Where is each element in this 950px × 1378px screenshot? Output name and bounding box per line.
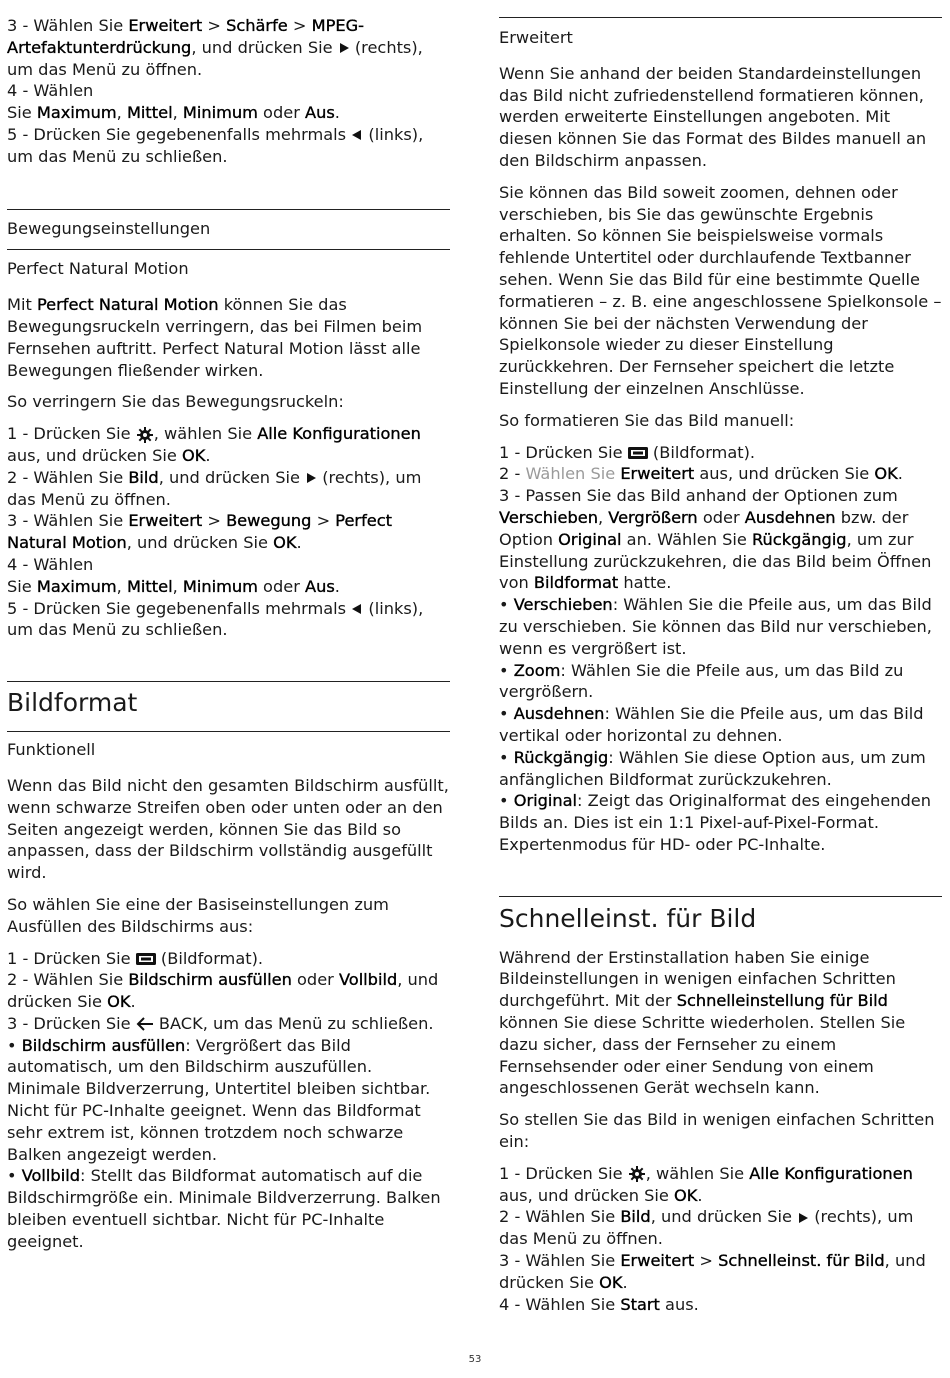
text: 5 - Drücken Sie gegebenenfalls mehrmals <box>7 598 352 618</box>
text: : Wählen Sie diese Option aus, um zum anfänglichen Bildformat zurückzukehren. <box>499 747 926 789</box>
text: aus, und drücken Sie <box>499 1185 674 1205</box>
text: 4 - Wählen <box>7 554 94 574</box>
menu-path-item: Bewegung <box>226 511 312 531</box>
text: (rechts), um das Menü zu öffnen. <box>7 37 423 79</box>
option-label: Verschieben <box>499 507 598 527</box>
menu-path-item: Erweitert <box>620 464 695 484</box>
text: . <box>296 533 302 553</box>
option-label: Bildschirm ausfüllen <box>128 970 292 990</box>
section-title: Bildformat <box>7 688 138 718</box>
option-label: Verschieben <box>513 595 613 615</box>
text: , <box>116 576 127 596</box>
subsection-heading: Perfect Natural Motion <box>7 259 189 279</box>
right-column <box>499 0 942 1315</box>
separator: > <box>287 16 312 35</box>
paragraph <box>499 947 942 1100</box>
text: . <box>334 576 340 596</box>
option-label: Bildformat <box>533 573 619 593</box>
text: • <box>499 660 514 680</box>
text: können Sie das Bewegungsruckeln verringern, das bei Filmen beim Fernsehen auftritt. Perfect Natural Motion lässt alle Bewegungen fließender wirken. <box>7 295 423 380</box>
steps <box>499 1163 942 1316</box>
text: aus, und drücken Sie <box>7 445 182 465</box>
menu-path-item: Schnelleinst. für Bild <box>718 1251 885 1271</box>
text: aus. <box>659 1294 699 1314</box>
picture-format-icon <box>628 446 648 460</box>
menu-path-item: Alle Konfigurationen <box>749 1163 913 1183</box>
menu-path-item: Erweitert <box>128 16 203 35</box>
key-label: OK <box>181 445 206 465</box>
menu-path-item: Start <box>620 1294 660 1314</box>
paragraph: Wenn Sie anhand der beiden Standardeinstellungen das Bild nicht zufriedenstellend formatieren können, werden erweiterte Einstellungen angeboten. Mit diesen können Sie das Format des Bildes manuell an den Bildschirm anpassen. <box>499 63 927 170</box>
text: : Wählen Sie die Pfeile aus, um das Bild zu verschieben. Sie können das Bild nur verschieben, wenn es vergrößert ist. <box>499 595 932 658</box>
left-column <box>7 0 450 1253</box>
text: , <box>172 103 183 123</box>
separator: > <box>311 511 336 531</box>
text: . <box>205 445 211 465</box>
option-label: Vollbild <box>21 1166 80 1186</box>
text: oder <box>257 576 305 596</box>
text: , <box>116 103 127 123</box>
option-label: Maximum <box>36 103 117 123</box>
subsection-heading: Funktionell <box>7 740 96 760</box>
text: . <box>697 1185 703 1205</box>
text: (rechts), um das Menü zu öffnen. <box>499 1207 914 1249</box>
text: 2 - Wählen Sie <box>7 970 129 990</box>
text: 3 - Drücken Sie <box>7 1013 136 1033</box>
text: , und drücken Sie <box>650 1207 798 1227</box>
key-label: OK <box>599 1272 623 1292</box>
option-label: Minimum <box>182 103 258 123</box>
text: bzw. der Option <box>499 507 909 549</box>
text: 4 - Wählen <box>7 81 94 101</box>
paragraph <box>7 294 450 381</box>
text: : Wählen Sie die Pfeile aus, um das Bild zu vergrößern. <box>499 660 904 702</box>
option-label: Vergrößern <box>608 507 698 527</box>
text: 4 - Wählen Sie <box>499 1294 621 1314</box>
text: . <box>130 992 136 1012</box>
menu-path-item: Erweitert <box>620 1251 695 1271</box>
option-label: Maximum <box>36 576 117 596</box>
text: , und drücken Sie <box>499 1251 926 1292</box>
steps <box>7 948 450 1253</box>
text: • <box>499 595 514 615</box>
text: , um zur Einstellung zurückzukehren, die das Bild beim Öffnen von <box>499 529 932 593</box>
option-label: Vollbild <box>338 970 398 990</box>
text: • <box>499 747 514 767</box>
option-label: Mittel <box>126 576 173 596</box>
section-heading: Bewegungseinstellungen <box>7 218 211 238</box>
text: 3 - Wählen Sie <box>499 1251 621 1271</box>
text: , und drücken Sie <box>7 970 439 1012</box>
text: (Bildformat). <box>647 442 756 462</box>
arrow-left-icon <box>351 129 363 141</box>
text: oder <box>697 507 745 527</box>
text: : Zeigt das Originalformat des eingehenden Bilds an. Dies ist ein 1:1 Pixel-auf-Pixel-Format. Expertenmodus für HD- oder PC-Inhalte. <box>499 791 931 854</box>
text: • <box>7 1035 22 1055</box>
text: , und drücken Sie <box>158 467 306 487</box>
text: Sie <box>7 576 37 596</box>
text: . <box>334 103 340 123</box>
text: 3 - Passen Sie das Bild anhand der Optionen zum <box>499 486 898 506</box>
text: , und drücken Sie <box>191 37 338 57</box>
menu-path-item: Alle Konfigurationen <box>257 424 421 444</box>
text: , und drücken Sie <box>126 533 274 553</box>
text: • <box>499 704 514 724</box>
text: . <box>622 1272 628 1292</box>
key-label: OK <box>107 992 131 1012</box>
text: Mit <box>7 295 37 315</box>
text: 2 - Wählen Sie <box>499 1207 621 1227</box>
text: 3 - Wählen Sie <box>7 511 129 531</box>
text: aus, und drücken Sie <box>694 464 875 484</box>
text: können Sie diese Schritte wiederholen. Stellen Sie dazu sicher, dass der Fernseher zu einem Fernsehsender oder einer Sendung von einem angeschlossenen Gerät wechseln kann. <box>499 1013 906 1098</box>
option-label: Rückgängig <box>513 747 609 767</box>
text: , <box>172 576 183 596</box>
back-arrow-icon <box>136 1017 154 1031</box>
gear-icon <box>628 1165 646 1183</box>
arrow-left-icon <box>351 603 363 615</box>
text: (links), um das Menü zu schließen. <box>7 598 424 640</box>
text: • <box>7 1166 22 1186</box>
text: , wählen Sie <box>153 424 258 444</box>
text: , wählen Sie <box>645 1163 750 1183</box>
arrow-right-icon <box>797 1212 809 1224</box>
option-label: Aus <box>305 576 335 596</box>
text: 1 - Drücken Sie <box>499 442 628 462</box>
key-label: OK <box>273 533 297 553</box>
text: : Vergrößert das Bild automatisch, um den Bildschirm auszufüllen. Minimale Bildverzerrung, Untertitel bleiben sichtbar. Nicht für PC-Inhalte geeignet. Wenn das Bildformat sehr extrem ist, können trotzdem noch schwarze Balken angezeigt werden. <box>7 1035 431 1164</box>
section-title: Schnelleinst. für Bild <box>499 903 757 933</box>
text: hatte. <box>618 573 672 593</box>
option-label: Bildschirm ausfüllen <box>21 1035 186 1055</box>
paragraph: So formatieren Sie das Bild manuell: <box>499 410 795 430</box>
menu-path-item: Bild <box>620 1207 651 1227</box>
text: 5 - Drücken Sie gegebenenfalls mehrmals <box>7 124 352 144</box>
arrow-right-icon <box>338 42 350 54</box>
text: 1 - Drücken Sie <box>499 1163 628 1183</box>
option-label: Aus <box>305 103 335 123</box>
option-label: Original <box>513 791 578 811</box>
text: (rechts), um das Menü zu öffnen. <box>7 467 422 509</box>
text: BACK, um das Menü zu schließen. <box>153 1013 434 1033</box>
picture-format-icon <box>136 952 156 966</box>
option-label: Original <box>558 529 622 549</box>
intro-steps <box>7 15 450 168</box>
option-label: Ausdehnen <box>513 704 605 724</box>
text: (links), um das Menü zu schließen. <box>7 124 424 166</box>
feature-name: Schnelleinstellung für Bild <box>676 991 888 1011</box>
menu-path-item: Erweitert <box>128 511 203 531</box>
text: • <box>499 791 514 811</box>
page-number: 53 <box>468 1354 482 1365</box>
text: Wählen Sie <box>525 464 621 484</box>
paragraph: Wenn das Bild nicht den gesamten Bildschirm ausfüllt, wenn schwarze Streifen oben oder unten oder an den Seiten angezeigt werden, können Sie das Bild so anpassen, dass der Bildschirm vollständig ausgefüllt wird. <box>7 775 449 883</box>
text: (Bildformat). <box>155 948 264 968</box>
text: : Wählen Sie die Pfeile aus, um das Bild vertikal oder horizontal zu dehnen. <box>499 704 924 745</box>
separator: > <box>202 511 227 531</box>
steps <box>499 442 942 856</box>
option-label: Minimum <box>182 576 258 596</box>
separator: > <box>694 1251 719 1271</box>
text: 1 - Drücken Sie <box>7 424 136 444</box>
separator: > <box>202 16 227 35</box>
text: 1 - Drücken Sie <box>7 948 136 968</box>
option-label: Zoom <box>513 660 561 680</box>
text: 2 - <box>499 464 526 484</box>
option-label: Mittel <box>126 103 173 123</box>
paragraph: So verringern Sie das Bewegungsruckeln: <box>7 392 344 412</box>
text: : Stellt das Bildformat automatisch auf die Bildschirmgröße ein. Minimale Bildverzerrung. Balken bleiben eventuell sichtbar. Nicht für PC-Inhalte geeignet. <box>7 1166 441 1251</box>
text: 3 - Wählen Sie <box>7 16 129 35</box>
text: oder <box>257 103 305 123</box>
text: oder <box>291 970 339 990</box>
text: Sie <box>7 103 37 123</box>
menu-path-item: Bild <box>128 467 159 487</box>
text: , <box>597 507 609 527</box>
text: Während der Erstinstallation haben Sie einige Bildeinstellungen in wenigen einfachen Schritten durchgeführt. Mit der <box>499 947 896 1011</box>
option-label: Rückgängig <box>752 529 847 549</box>
steps <box>7 423 450 641</box>
text: 2 - Wählen Sie <box>7 467 129 487</box>
menu-path-item: Schärfe <box>226 16 288 35</box>
paragraph: Sie können das Bild soweit zoomen, dehnen oder verschieben, bis Sie das gewünschte Ergebnis erhalten. So können Sie beispielsweise vormals fehlende Untertitel oder durchlaufende Textbanner sehen. Wenn Sie das Bild für eine bestimmte Quelle formatieren – z. B. eine angeschlossene Spielkonsole – können Sie bei der nächsten Verwendung der Spielkonsole wieder zu dieser Einstellung zurückkehren. Der Fernseher speichert die letzte Einstellung der einzelnen Anschlüsse. <box>499 182 942 398</box>
paragraph: So wählen Sie eine der Basiseinstellungen zum Ausfüllen des Bildschirms aus: <box>7 894 389 936</box>
gear-icon <box>136 426 154 444</box>
text: an. Wählen Sie <box>621 529 753 549</box>
menu-path-item: MPEG-Artefaktunterdrückung <box>7 16 364 57</box>
feature-name: Perfect Natural Motion <box>36 295 219 315</box>
paragraph: So stellen Sie das Bild in wenigen einfachen Schritten ein: <box>499 1110 935 1152</box>
menu-path-item: Perfect Natural Motion <box>7 511 392 553</box>
arrow-right-icon <box>305 472 317 484</box>
subsection-heading: Erweitert <box>499 28 573 47</box>
key-label: OK <box>673 1185 698 1205</box>
option-label: Ausdehnen <box>744 507 836 527</box>
key-label: OK <box>874 464 898 484</box>
text: . <box>897 464 903 484</box>
